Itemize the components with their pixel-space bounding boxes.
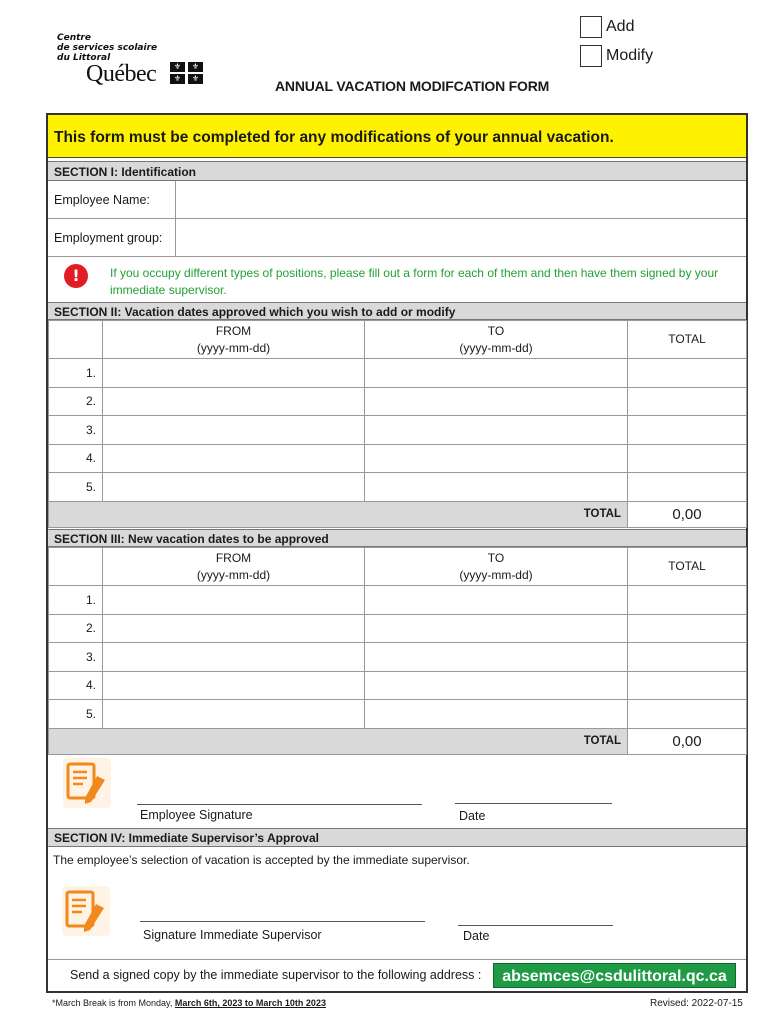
send-instructions-row xyxy=(48,959,746,991)
from-date-cell[interactable] xyxy=(103,473,365,502)
fleur-de-lis-icon: ⚜ xyxy=(188,74,203,84)
employee-signature-label: Employee Signature xyxy=(140,808,253,822)
from-date-cell[interactable] xyxy=(103,444,365,473)
total-cell[interactable] xyxy=(628,643,747,672)
row-number: 1. xyxy=(49,586,103,615)
to-date-cell[interactable] xyxy=(365,416,628,445)
supervisor-date-line[interactable] xyxy=(458,925,613,926)
logo-line-1: Centre xyxy=(57,33,91,43)
total-cell[interactable] xyxy=(628,586,747,615)
table-total-row xyxy=(49,728,747,754)
approved-dates-table xyxy=(48,320,747,528)
multiple-positions-notice: If you occupy different types of positions, please fill out a form for each of them and then have them signed by your immediate supervisor. xyxy=(110,266,719,297)
march-break-note xyxy=(52,998,326,1008)
employment-group-label: Employment group: xyxy=(54,231,163,245)
total-cell[interactable] xyxy=(628,444,747,473)
total-label: TOTAL xyxy=(49,728,628,754)
fleur-de-lis-icon: ⚜ xyxy=(170,62,185,72)
employee-date-line[interactable] xyxy=(455,803,612,804)
row-number: 4. xyxy=(49,444,103,473)
signature-document-icon xyxy=(63,758,111,808)
logo-line-2: de services scolaire xyxy=(57,43,158,53)
row-number-header xyxy=(49,321,103,359)
row-number: 3. xyxy=(49,416,103,445)
employee-name-field[interactable] xyxy=(176,181,746,218)
from-date-cell[interactable] xyxy=(103,416,365,445)
to-header: TO (yyyy-mm-dd) xyxy=(365,321,628,359)
table-header-row xyxy=(49,548,747,586)
quebec-logo-word: Québec xyxy=(86,61,157,87)
table-row xyxy=(49,586,747,615)
employment-group-row xyxy=(48,219,746,257)
total-value: 0,00 xyxy=(628,501,747,527)
from-date-cell[interactable] xyxy=(103,387,365,416)
supervisor-signature-label: Signature Immediate Supervisor xyxy=(143,928,322,942)
add-label: Add xyxy=(606,18,635,35)
section-2-header: SECTION II: Vacation dates approved which you wish to add or modify xyxy=(48,302,746,320)
modify-checkbox[interactable] xyxy=(580,45,602,67)
employee-name-label: Employee Name: xyxy=(54,193,150,207)
instruction-banner: This form must be completed for any modifications of your annual vacation. xyxy=(48,115,746,158)
section-3-header: SECTION III: New vacation dates to be approved xyxy=(48,529,746,547)
warning-icon: ! xyxy=(64,264,88,288)
row-number: 2. xyxy=(49,614,103,643)
table-row xyxy=(49,671,747,700)
quebec-flag-icon xyxy=(170,62,205,84)
from-date-cell[interactable] xyxy=(103,359,365,388)
from-date-cell[interactable] xyxy=(103,614,365,643)
from-date-cell[interactable] xyxy=(103,700,365,729)
row-number: 3. xyxy=(49,643,103,672)
to-date-cell[interactable] xyxy=(365,387,628,416)
total-cell[interactable] xyxy=(628,416,747,445)
row-number: 5. xyxy=(49,700,103,729)
section-4-header: SECTION IV: Immediate Supervisor’s Approval xyxy=(48,828,746,847)
table-row xyxy=(49,416,747,445)
total-value: 0,00 xyxy=(628,728,747,754)
table-row xyxy=(49,387,747,416)
employee-signature-line[interactable] xyxy=(137,804,422,805)
supervisor-approval-statement: The employee’s selection of vacation is accepted by the immediate supervisor. xyxy=(53,853,470,867)
march-break-dates: March 6th, 2023 to March 10th 2023 xyxy=(174,998,326,1008)
employee-date-label: Date xyxy=(459,809,486,823)
supervisor-date-label: Date xyxy=(463,929,490,943)
table-row xyxy=(49,700,747,729)
total-cell[interactable] xyxy=(628,359,747,388)
fleur-de-lis-icon: ⚜ xyxy=(170,74,185,84)
to-date-cell[interactable] xyxy=(365,473,628,502)
total-header: TOTAL xyxy=(628,548,747,586)
modify-label: Modify xyxy=(606,47,654,64)
revision-date: Revised: 2022-07-15 xyxy=(650,998,743,1009)
row-number: 1. xyxy=(49,359,103,388)
to-header: TO (yyyy-mm-dd) xyxy=(365,548,628,586)
employment-group-field[interactable] xyxy=(176,219,746,256)
modify-option[interactable] xyxy=(580,45,653,67)
from-header: FROM (yyyy-mm-dd) xyxy=(103,321,365,359)
form-title: ANNUAL VACATION MODIFCATION FORM xyxy=(275,78,550,94)
new-dates-table xyxy=(48,547,747,755)
total-label: TOTAL xyxy=(49,501,628,527)
table-header-row xyxy=(49,321,747,359)
from-header: FROM (yyyy-mm-dd) xyxy=(103,548,365,586)
to-date-cell[interactable] xyxy=(365,671,628,700)
logo-line-3: du Littoral xyxy=(57,53,111,63)
from-date-cell[interactable] xyxy=(103,671,365,700)
table-row xyxy=(49,614,747,643)
send-instructions: Send a signed copy by the immediate supervisor to the following address : xyxy=(70,968,482,982)
row-number: 4. xyxy=(49,671,103,700)
supervisor-signature-line[interactable] xyxy=(140,921,425,922)
table-row xyxy=(49,444,747,473)
total-cell[interactable] xyxy=(628,671,747,700)
to-date-cell[interactable] xyxy=(365,359,628,388)
table-total-row xyxy=(49,501,747,527)
table-row xyxy=(49,359,747,388)
email-address-link[interactable]: absemces@csdulittoral.qc.ca xyxy=(493,963,736,988)
add-option[interactable] xyxy=(580,16,634,38)
to-date-cell[interactable] xyxy=(365,614,628,643)
supervisor-document-icon xyxy=(62,886,110,936)
section-1-header: SECTION I: Identification xyxy=(48,161,746,181)
add-checkbox[interactable] xyxy=(580,16,602,38)
to-date-cell[interactable] xyxy=(365,643,628,672)
row-number: 5. xyxy=(49,473,103,502)
table-row xyxy=(49,643,747,672)
employee-name-row xyxy=(48,181,746,219)
row-number: 2. xyxy=(49,387,103,416)
from-date-cell[interactable] xyxy=(103,643,365,672)
total-cell[interactable] xyxy=(628,700,747,729)
fleur-de-lis-icon: ⚜ xyxy=(188,62,203,72)
march-break-prefix: *March Break is from Monday, xyxy=(52,998,173,1008)
to-date-cell[interactable] xyxy=(365,586,628,615)
total-cell[interactable] xyxy=(628,387,747,416)
total-cell[interactable] xyxy=(628,614,747,643)
from-date-cell[interactable] xyxy=(103,586,365,615)
row-number-header xyxy=(49,548,103,586)
total-header: TOTAL xyxy=(628,321,747,359)
to-date-cell[interactable] xyxy=(365,700,628,729)
to-date-cell[interactable] xyxy=(365,444,628,473)
organization-logo-text xyxy=(57,33,157,63)
table-row xyxy=(49,473,747,502)
total-cell[interactable] xyxy=(628,473,747,502)
